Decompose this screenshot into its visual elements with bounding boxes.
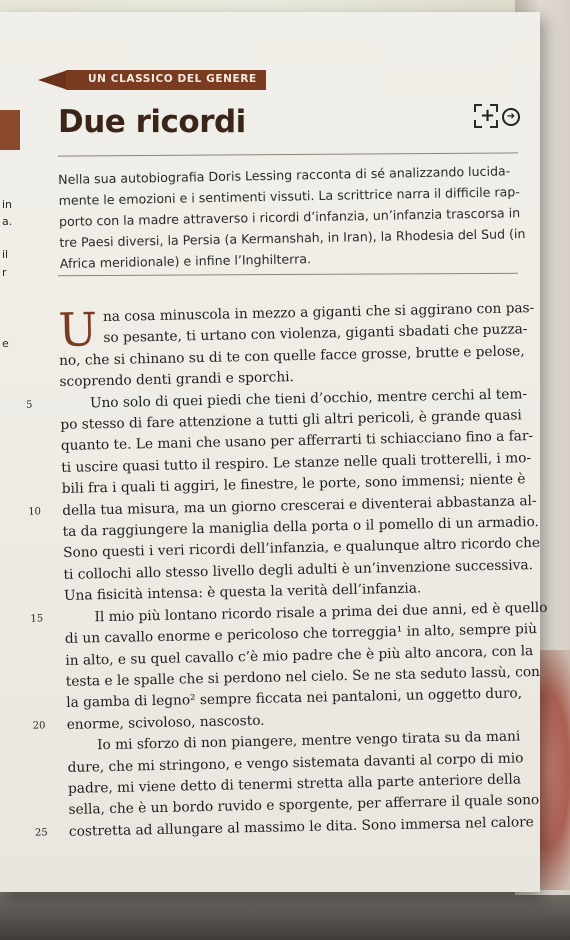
audio-arrow-icon[interactable]: ➜ xyxy=(502,108,520,126)
intro-paragraph xyxy=(58,160,526,274)
text-line: 25 costretta ad allungare al massimo le dita. Sono immersa nel calore xyxy=(69,812,529,843)
intro-divider xyxy=(58,273,518,276)
text-line: no, che si chinano su di te con quelle facce grosse, brutte e pelose, xyxy=(58,343,525,369)
previous-page-fragment: il xyxy=(2,248,9,261)
line-number: 15 xyxy=(30,613,44,625)
badge-arrow xyxy=(38,70,68,90)
previous-page-fragment: r xyxy=(2,266,7,279)
text-line: 15 Il mio più lontano ricordo risale a prima dei due anni, ed è quello xyxy=(64,598,524,629)
text-line: na cosa minuscola in mezzo a giganti che si aggirano con pas- xyxy=(102,300,535,326)
previous-page-fragment: e xyxy=(2,337,9,350)
text-line: di un cavallo enorme e pericoloso che torreggia¹ in alto, sempre più xyxy=(64,621,538,648)
intro-line: porto con la madre attraverso i ricordi d’infanzia, un’infanzia trascorsa in xyxy=(58,205,521,229)
previous-page-fragment: a. xyxy=(2,215,13,228)
title-divider xyxy=(58,152,518,156)
text-line: padre, mi viene detto di tenermi stretta alla parte anteriore della xyxy=(67,771,522,797)
text-line: bili fra i quali ti aggiri, le finestre, le porte, sono immensi; niente è xyxy=(61,471,526,498)
text-line: 20 enorme, scivoloso, nascosto. xyxy=(67,705,527,736)
drop-cap: U xyxy=(57,302,98,357)
text-line: ti uscire quasi tutto il respiro. Le stanze nelle quali trotterelli, i mo- xyxy=(61,449,532,476)
line-number: 25 xyxy=(34,827,48,839)
text-line: ta da raggiungere la maniglia della porta o il pomello di un armadio. xyxy=(62,514,540,541)
text-line: sella, che è un bordo ruvido e sporgente, per afferrare il quale sono xyxy=(68,792,540,819)
text-line: Sono questi i veri ricordi dell’infanzia, e qualunque altro ricordo che xyxy=(62,535,541,562)
text-line: Una fisicità intensa: è questa la verità dell’infanzia. xyxy=(63,580,422,605)
previous-page-heading-bar xyxy=(0,110,20,150)
text-line: po stesso di fare attenzione a tutti gli altri pericoli, è grande quasi xyxy=(60,407,522,434)
line-number: 10 xyxy=(28,506,42,518)
line-number: 5 xyxy=(25,399,33,411)
book-page xyxy=(0,12,548,892)
text-line: dure, che mi stringono, e vengo sistemata davanti al corpo di mio xyxy=(67,749,524,776)
text-line: in alto, e su quel cavallo c’è mio padre che è più alto ancora, con la xyxy=(65,642,534,669)
page-title: Due ricordi xyxy=(58,104,246,140)
text-line: scoprendo denti grandi e sporchi. xyxy=(59,369,295,391)
genre-badge xyxy=(38,70,268,90)
intro-line: tre Paesi diversi, la Persia (a Kermanshah, in Iran), la Rhodesia del Sud (in xyxy=(59,226,526,250)
text-line: quanto te. Le mani che usano per afferrarti ti schiacciano fino a far- xyxy=(60,428,534,455)
add-content-icon[interactable]: + xyxy=(474,104,498,128)
text-line: testa e le spalle che si perdono nel cielo. Se ne sta seduto lassù, con xyxy=(65,663,541,690)
badge-label: UN CLASSICO DEL GENERE xyxy=(88,73,257,85)
intro-line: Africa meridionale) e infine l’Inghilterra. xyxy=(59,251,312,271)
text-line: 5 Uno solo di quei piedi che tieni d’occhio, mentre cerchi al tem- xyxy=(60,384,520,415)
text-line: so pesante, ti urtano con violenza, giganti sbadati che puzza- xyxy=(103,321,528,347)
text-line: Io mi sforzo di non piangere, mentre vengo tirata su da mani xyxy=(97,728,521,754)
previous-page-fragment: in xyxy=(2,198,13,211)
text-line: la gamba di legno² sempre ficcata nei pantaloni, un oggetto duro, xyxy=(66,685,523,712)
intro-line: mente le emozioni e i sentimenti vissuti. La scrittrice narra il difficile rap- xyxy=(58,184,521,208)
story-text xyxy=(25,298,548,843)
background-bottom xyxy=(0,895,570,940)
text-line: 10 della tua misura, ma un giorno crescerai e diventerai abbastanza al- xyxy=(62,491,522,522)
line-number: 20 xyxy=(32,720,46,732)
text-line: ti collochi allo stesso livello degli adulti è un’invenzione successiva. xyxy=(63,556,534,583)
resource-icons xyxy=(474,104,522,130)
intro-line: Nella sua autobiografia Doris Lessing racconta di sé analizzando lucida- xyxy=(58,163,511,187)
